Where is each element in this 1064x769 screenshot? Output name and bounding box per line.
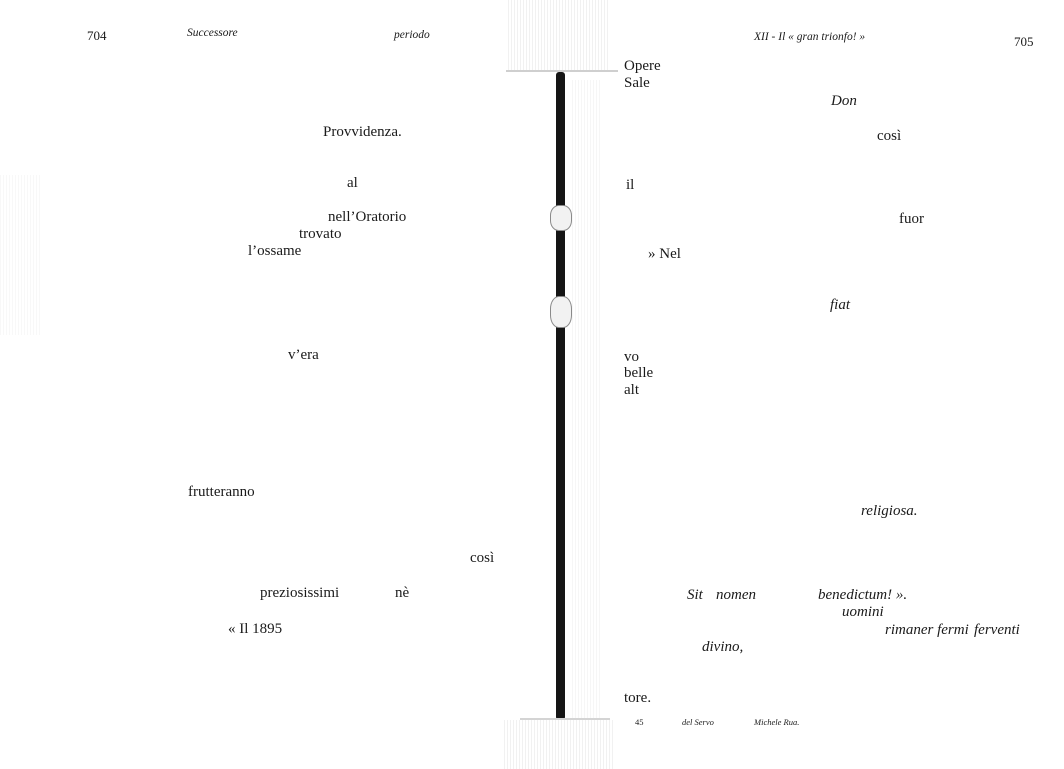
word: nell’Oratorio bbox=[328, 209, 407, 225]
running-header: periodo bbox=[394, 29, 430, 41]
word: il bbox=[626, 177, 635, 193]
word: divino, bbox=[702, 639, 744, 655]
word: preziosissimi bbox=[260, 585, 340, 601]
word: nè bbox=[395, 585, 410, 601]
word: benedictum! ». bbox=[818, 587, 908, 603]
word: rimaner fermi bbox=[885, 622, 969, 638]
word: Provvidenza. bbox=[323, 124, 402, 140]
page-number: 704 bbox=[87, 28, 107, 43]
footnote-number: 45 bbox=[635, 717, 644, 727]
running-header: XII - Il « gran trionfo! » bbox=[754, 31, 866, 43]
word: Sit bbox=[687, 587, 703, 603]
word: così bbox=[877, 128, 902, 144]
word: alt bbox=[624, 382, 639, 398]
word: Opere bbox=[624, 58, 661, 74]
word: uomini bbox=[842, 604, 884, 620]
word: tore. bbox=[624, 690, 652, 706]
word: vo bbox=[624, 349, 639, 365]
word: trovato bbox=[299, 226, 342, 242]
word: « Il 1895 bbox=[228, 621, 283, 637]
footnote-text: Michele Rua. bbox=[754, 717, 800, 727]
word: v’era bbox=[288, 347, 319, 363]
footnote-text: del Servo bbox=[682, 717, 714, 727]
word: fuor bbox=[899, 211, 924, 227]
word: » Nel bbox=[648, 246, 681, 262]
word: fiat bbox=[830, 297, 851, 313]
running-header: Successore bbox=[187, 27, 238, 39]
word: l’ossame bbox=[248, 243, 302, 259]
word: Sale bbox=[624, 75, 650, 91]
page-number: 705 bbox=[1014, 34, 1034, 49]
word: belle bbox=[624, 365, 654, 381]
word: religiosa. bbox=[861, 503, 918, 519]
word: nomen bbox=[716, 587, 756, 603]
word: al bbox=[347, 175, 358, 191]
word: ferventi bbox=[974, 622, 1020, 638]
word: così bbox=[470, 550, 495, 566]
word: Don bbox=[831, 93, 857, 109]
word: frutteranno bbox=[188, 484, 255, 500]
right-page bbox=[540, 0, 1064, 769]
